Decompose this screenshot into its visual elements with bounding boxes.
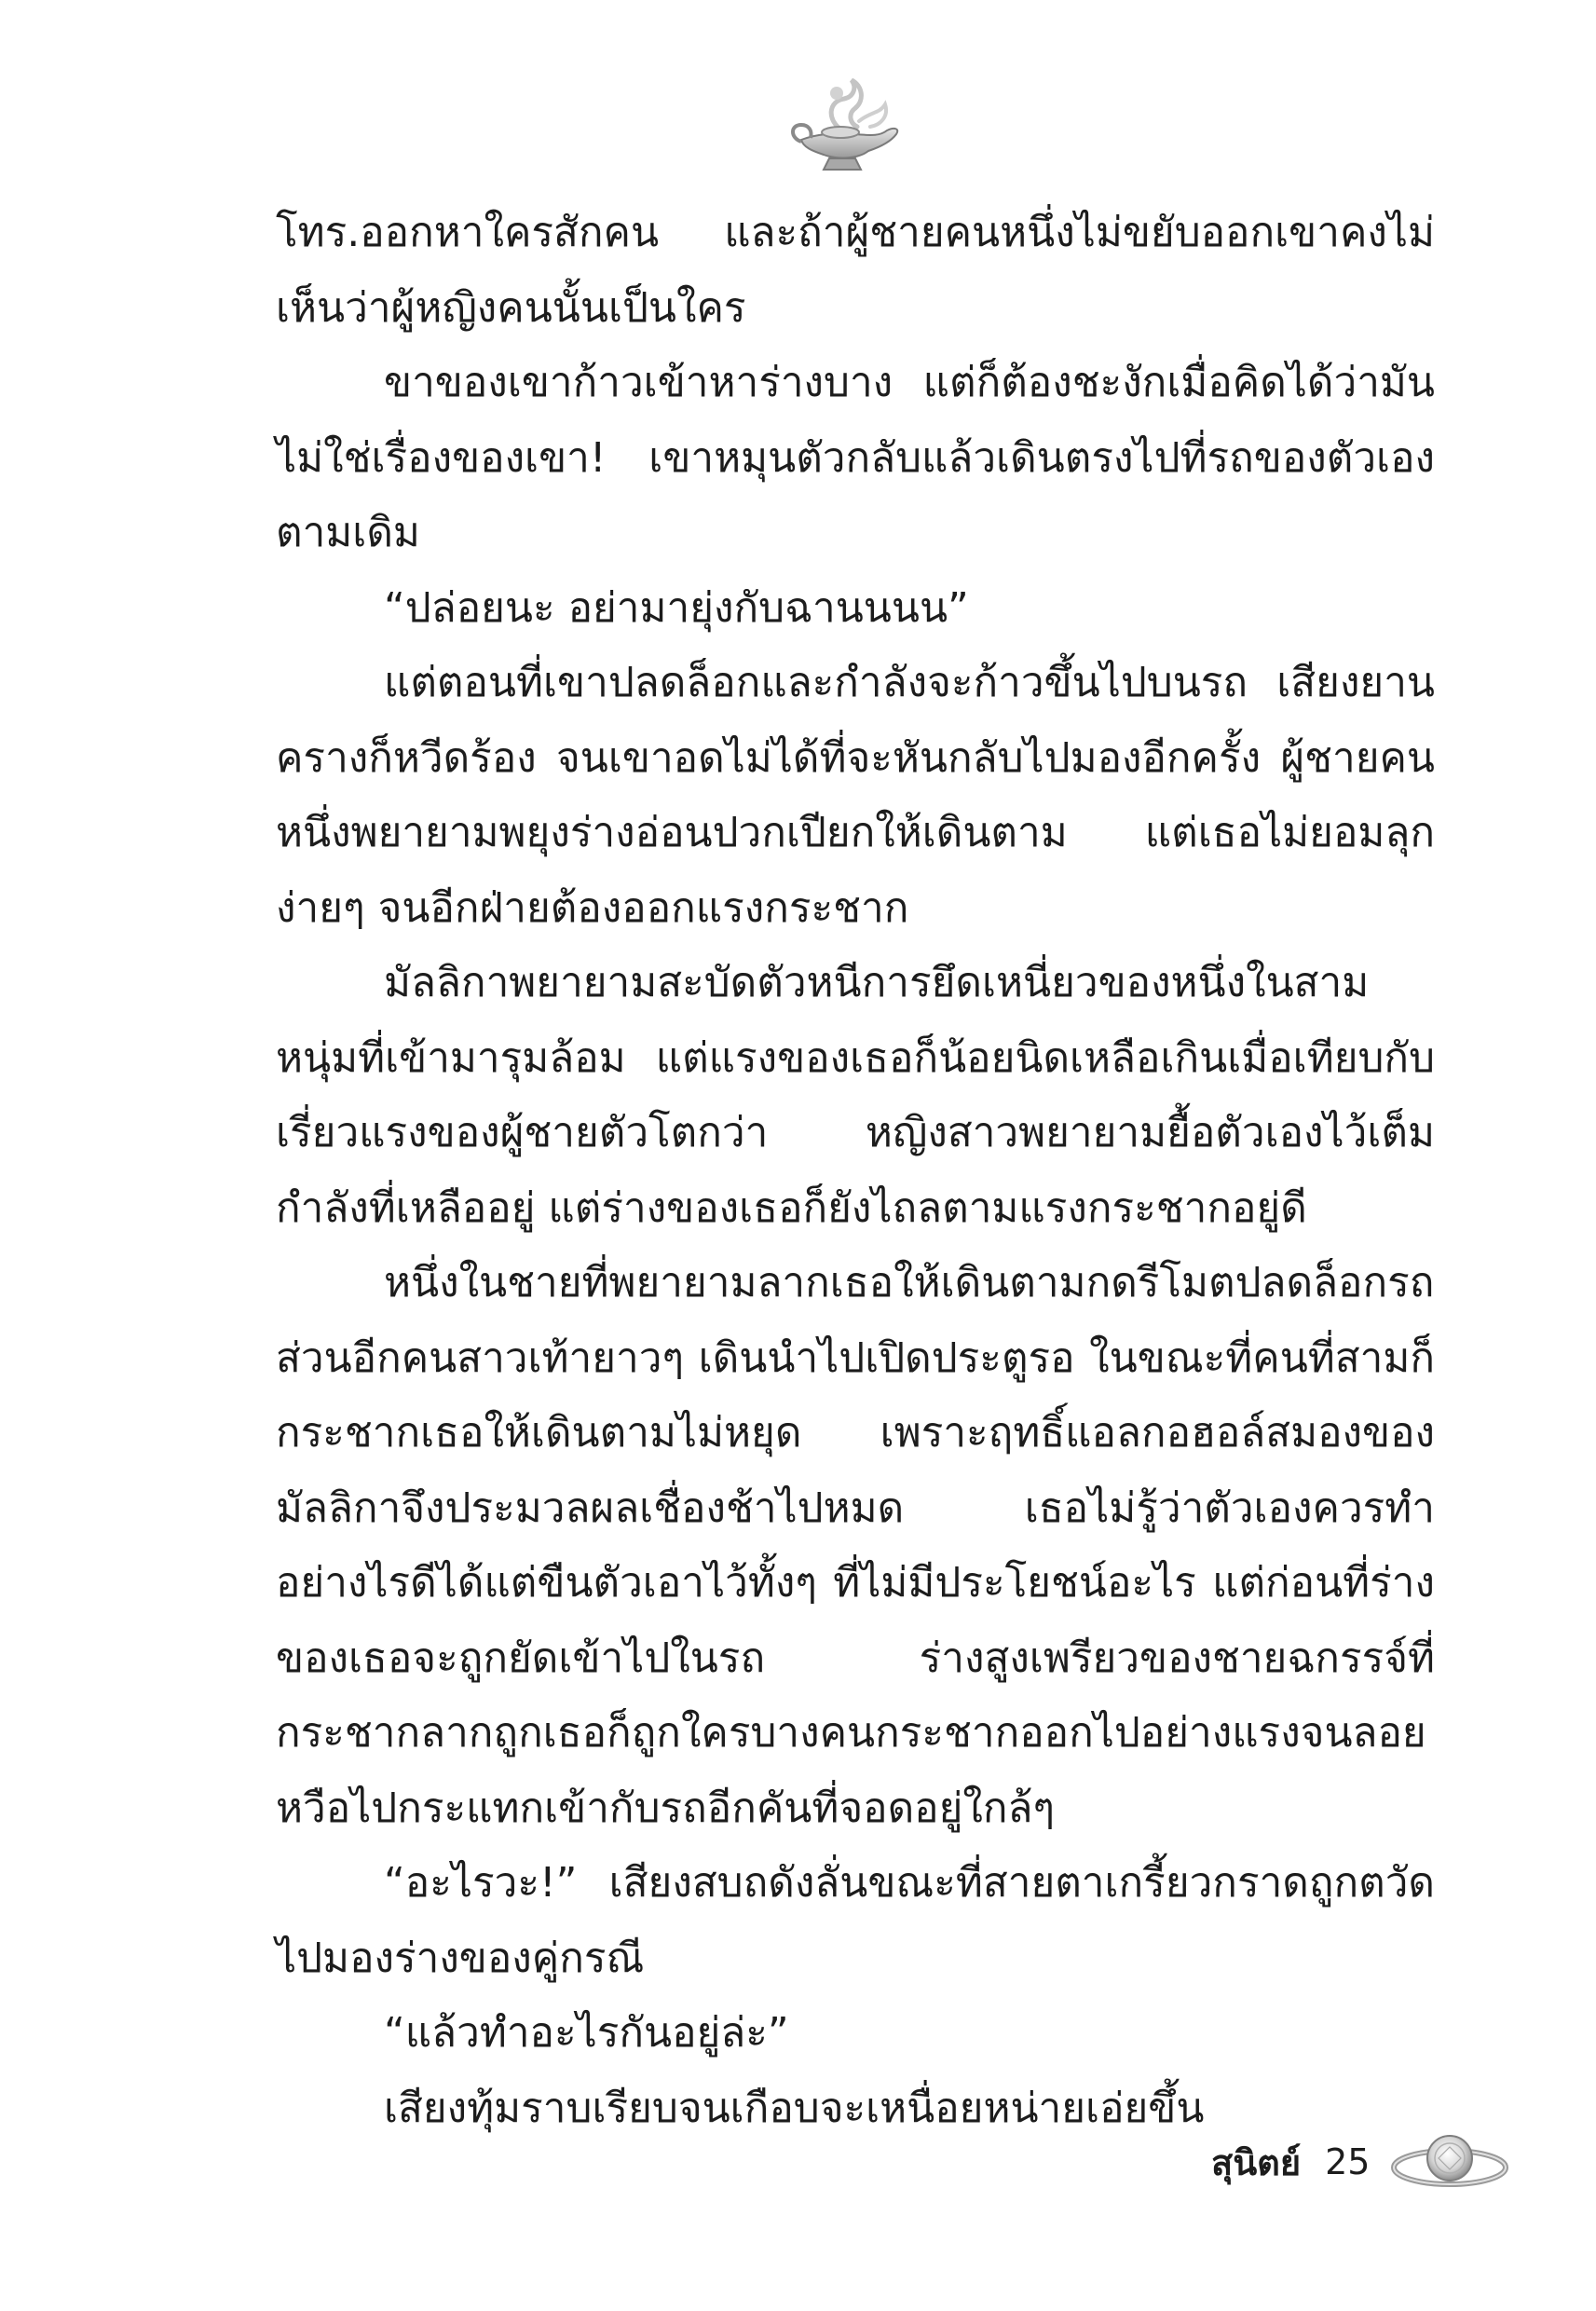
paragraph-9: เสียงทุ้มราบเรียบจนเกือบจะเหนื่อยหน่ายเอ่ยขึ้น [384, 2084, 1205, 2132]
author-name: สุนิตย์ [1211, 2141, 1302, 2183]
diamond-ring-icon [1390, 2130, 1509, 2194]
paragraph-5: มัลลิกาพยายามสะบัดตัวหนีการยึดเหนี่ยวของหนึ่งในสามหนุ่มที่เข้ามารุมล้อม แต่แรงของเธอก็น้อยนิดเหลือเกินเมื่อเทียบกับเรี่ยวแรงของผู้ชายตัวโตกว่า หญิงสาวพยายามยื้อตัวเองไว้เต็มกำลังที่เหลืออยู่ แต่ร่างของเธอก็ยังไถลตามแรงกระชากอยู่ดี [276, 959, 1435, 1232]
paragraph-7: “อะไรวะ!” เสียงสบถดังลั่นขณะที่สายตาเกรี้ยวกราดถูกตวัดไปมองร่างของคู่กรณี [276, 1859, 1435, 1982]
body-text [276, 196, 1435, 2146]
paragraph-8: “แล้วทำอะไรกันอยู่ล่ะ” [384, 2009, 789, 2057]
paragraph-3: “ปล่อยนะ อย่ามายุ่งกับฉานนนน” [384, 583, 969, 632]
page-footer [1211, 2129, 1509, 2195]
paragraph-4: แต่ตอนที่เขาปลดล็อกและกำลังจะก้าวขึ้นไปบนรถ เสียงยานครางก็หวีดร้อง จนเขาอดไม่ได้ที่จะหันกลับไปมองอีกครั้ง ผู้ชายคนหนึ่งพยายามพยุงร่างอ่อนปวกเปียกให้เดินตาม แต่เธอไม่ยอมลุกง่ายๆ จนอีกฝ่ายต้องออกแรงกระชาก [276, 659, 1435, 932]
page-number: 25 [1325, 2141, 1371, 2182]
genie-lamp-icon [788, 73, 904, 181]
paragraph-2: ขาของเขาก้าวเข้าหาร่างบาง แต่ก็ต้องชะงักเมื่อคิดได้ว่ามันไม่ใช่เรื่องของเขา! เขาหมุนตัวกลับแล้วเดินตรงไปที่รถของตัวเองตามเดิม [276, 359, 1435, 556]
paragraph-6: หนึ่งในชายที่พยายามลากเธอให้เดินตามกดรีโมตปลดล็อกรถส่วนอีกคนสาวเท้ายาวๆ เดินนำไปเปิดประตูรอ ในขณะที่คนที่สามก็กระชากเธอให้เดินตามไม่หยุด เพราะฤทธิ์แอลกอฮอล์สมองของมัลลิกาจึงประมวลผลเชื่องช้าไปหมด เธอไม่รู้ว่าตัวเองควรทำอย่างไรดีได้แต่ขืนตัวเอาไว้ทั้งๆ ที่ไม่มีประโยชน์อะไร แต่ก่อนที่ร่างของเธอจะถูกยัดเข้าไปในรถ ร่างสูงเพรียวของชายฉกรรจ์ที่กระชากลากถูกเธอก็ถูกใครบางคนกระชากออกไปอย่างแรงจนลอยหวือไปกระแทกเข้ากับรถอีกคันที่จอดอยู่ใกล้ๆ [276, 1259, 1435, 1832]
paragraph-1: โทร.ออกหาใครสักคน และถ้าผู้ชายคนหนึ่งไม่ขยับออกเขาคงไม่เห็นว่าผู้หญิงคนนั้นเป็นใคร [276, 209, 1435, 332]
